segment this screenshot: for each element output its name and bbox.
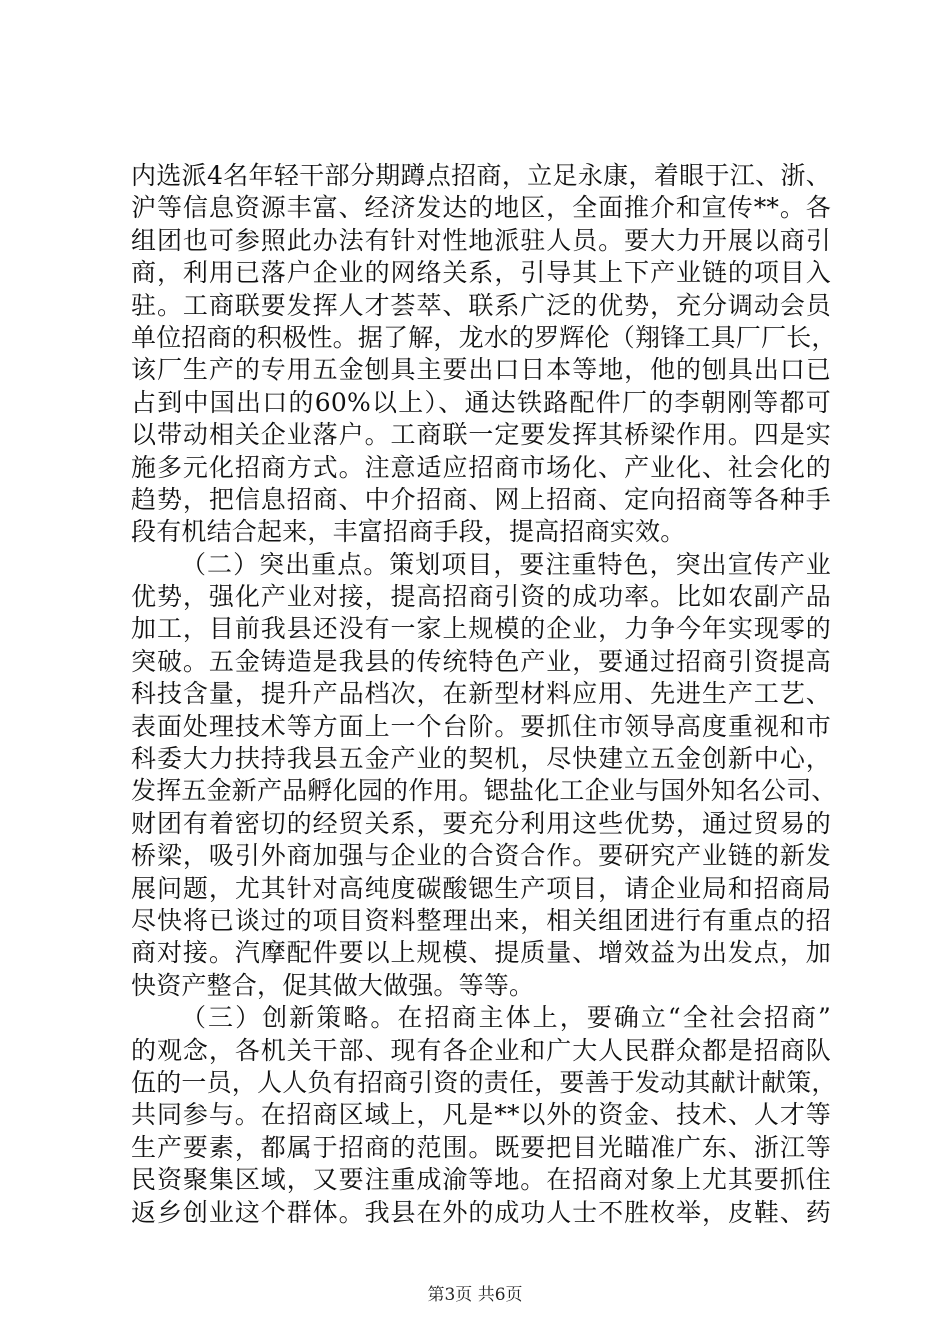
- text-line: 占到中国出口的60%以上）、通达铁路配件厂的李朝刚等都可: [131, 387, 831, 417]
- text-line: 商对接。汽摩配件要以上规模、提质量、增效益为出发点，加: [131, 938, 831, 968]
- text-line: 民资聚集区域，又要注重成渝等地。在招商对象上尤其要抓住: [131, 1165, 831, 1195]
- text-line: 该厂生产的专用五金刨具主要出口日本等地，他的刨具出口已: [131, 355, 831, 385]
- text-line: （三）创新策略。在招商主体上，要确立“全社会招商”: [181, 1003, 831, 1033]
- text-line: 财团有着密切的经贸关系，要充分利用这些优势，通过贸易的: [131, 808, 831, 838]
- text-line: 优势，强化产业对接，提高招商引资的成功率。比如农副产品: [131, 582, 831, 612]
- text-line: 尽快将已谈过的项目资料整理出来，相关组团进行有重点的招: [131, 905, 831, 935]
- text-line: 加工，目前我县还没有一家上规模的企业，力争今年实现零的: [131, 614, 831, 644]
- text-line: 快资产整合，促其做大做强。等等。: [131, 970, 535, 1000]
- text-line: 返乡创业这个群体。我县在外的成功人士不胜枚举，皮鞋、药: [131, 1197, 831, 1227]
- text-line: 突破。五金铸造是我县的传统特色产业，要通过招商引资提高: [131, 646, 831, 676]
- text-line: 伍的一员，人人负有招商引资的责任，要善于发动其献计献策，: [131, 1067, 837, 1097]
- text-line: 科技含量，提升产品档次，在新型材料应用、先进生产工艺、: [131, 679, 831, 709]
- text-line: （二）突出重点。策划项目，要注重特色，突出宣传产业: [181, 549, 831, 579]
- text-line: 驻。工商联要发挥人才荟萃、联系广泛的优势，充分调动会员: [131, 290, 831, 320]
- text-line: 桥梁，吸引外商加强与企业的合资合作。要研究产业链的新发: [131, 841, 831, 871]
- text-line: 以带动相关企业落户。工商联一定要发挥其桥梁作用。四是实: [131, 420, 831, 450]
- text-line: 段有机结合起来，丰富招商手段，提高招商实效。: [131, 517, 686, 547]
- text-line: 共同参与。在招商区域上，凡是**以外的资金、技术、人才等: [131, 1100, 831, 1130]
- text-line: 科委大力扶持我县五金产业的契机，尽快建立五金创新中心，: [131, 744, 831, 774]
- body-text: [131, 160, 837, 1229]
- text-line: 趋势，把信息招商、中介招商、网上招商、定向招商等各种手: [131, 484, 831, 514]
- page-number-footer: 第3页 共6页: [427, 1285, 523, 1305]
- text-line: 施多元化招商方式。注意适应招商市场化、产业化、社会化的: [131, 452, 831, 482]
- text-line: 商，利用已落户企业的网络关系，引导其上下产业链的项目入: [131, 258, 831, 288]
- text-line: 展问题，尤其针对高纯度碳酸锶生产项目，请企业局和招商局: [131, 873, 831, 903]
- text-line: 内选派4名年轻干部分期蹲点招商，立足永康，着眼于江、浙、: [131, 161, 831, 190]
- text-line: 发挥五金新产品孵化园的作用。锶盐化工企业与国外知名公司、: [131, 776, 837, 806]
- text-line: 单位招商的积极性。据了解，龙水的罗辉伦（翔锋工具厂厂长，: [131, 322, 837, 352]
- text-line: 的观念，各机关干部、现有各企业和广大人民群众都是招商队: [131, 1035, 831, 1065]
- text-line: 组团也可参照此办法有针对性地派驻人员。要大力开展以商引: [131, 225, 831, 255]
- text-line: 生产要素，都属于招商的范围。既要把目光瞄准广东、浙江等: [131, 1132, 831, 1162]
- text-line: 沪等信息资源丰富、经济发达的地区，全面推介和宣传**。各: [131, 193, 831, 223]
- text-line: 表面处理技术等方面上一个台阶。要抓住市领导高度重视和市: [131, 711, 831, 741]
